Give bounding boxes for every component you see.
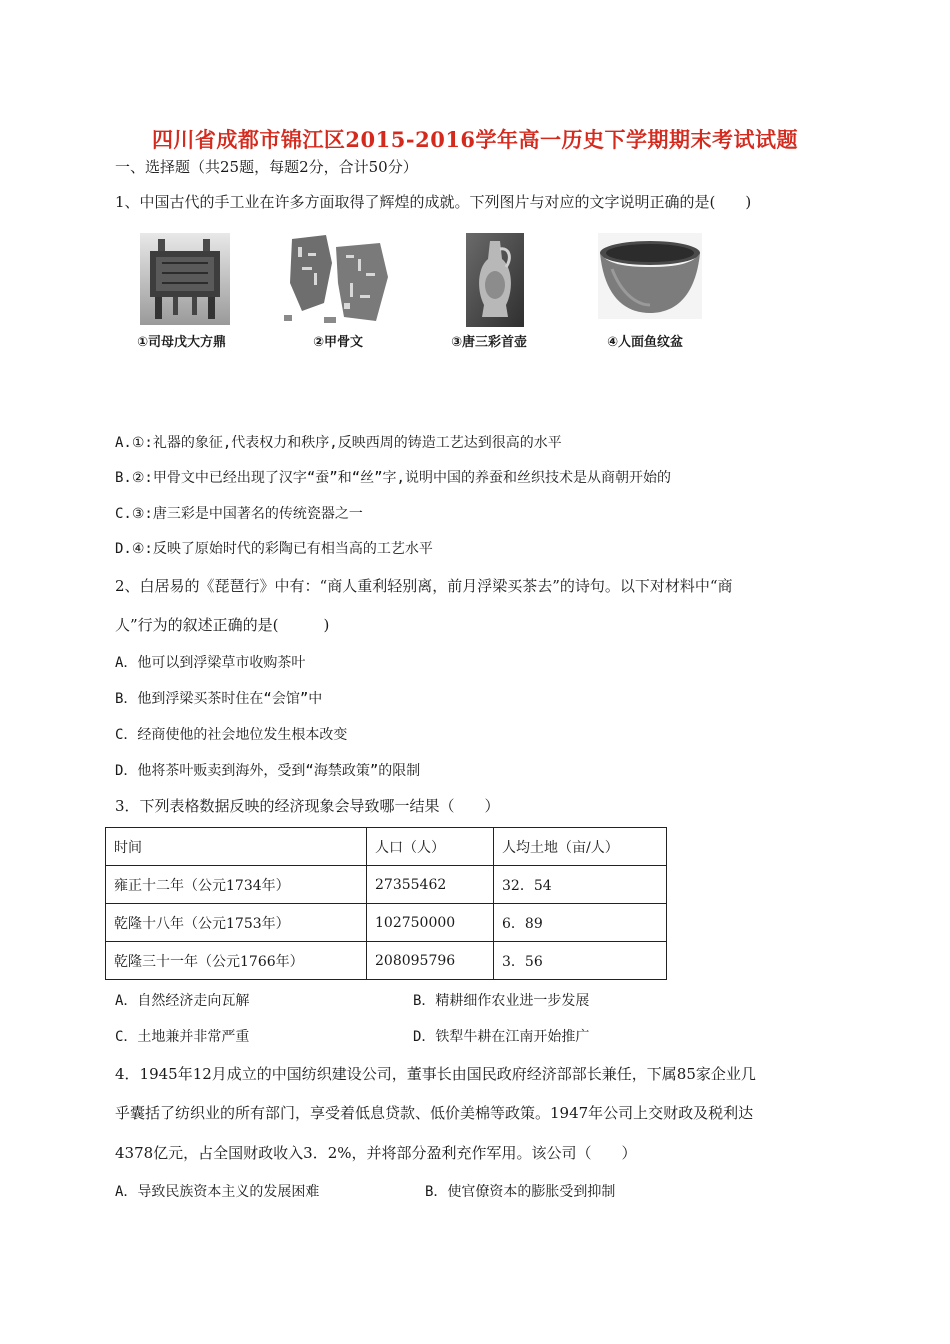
table-cell: 乾隆三十一年（公元1766年） [106, 942, 367, 980]
question-4-line1: 4．1945年12月成立的中国纺织建设公司，董事长由国民政府经济部部长兼任，下属85家企业几 [115, 1065, 756, 1083]
q2-option-c: C．经商使他的社会地位发生根本改变 [115, 727, 348, 743]
population-table [105, 827, 667, 980]
image-caption-3: ③唐三彩首壶 [451, 335, 528, 350]
q3-option-a: A．自然经济走向瓦解 [115, 993, 250, 1009]
table-row [106, 866, 667, 904]
q2-option-d: D．他将茶叶贩卖到海外，受到“海禁政策”的限制 [115, 763, 421, 779]
human-face-fish-basin-image [598, 233, 702, 319]
question-2-stem-line2: 人”行为的叙述正确的是( ) [115, 616, 330, 634]
question-2-stem-line1: 2、白居易的《琵琶行》中有：“商人重利轻别离，前月浮梁买茶去”的诗句。以下对材料中“商 [115, 577, 733, 595]
question-4-line2: 乎囊括了纺织业的所有部门，享受着低息贷款、低价美棉等政策。1947年公司上交财政及税利达 [115, 1104, 754, 1122]
table-cell: 6．89 [494, 904, 667, 942]
table-header-cell: 时间 [106, 828, 367, 866]
q4-option-a: A．导致民族资本主义的发展困难 [115, 1184, 320, 1200]
table-cell: 雍正十二年（公元1734年） [106, 866, 367, 904]
table-header-cell: 人均土地（亩/人） [494, 828, 667, 866]
table-cell: 3．56 [494, 942, 667, 980]
tang-sancai-vase-image [466, 233, 524, 327]
q2-option-a: A．他可以到浮梁草市收购茶叶 [115, 655, 306, 671]
q1-option-b: B.②:甲骨文中已经出现了汉字“蚕”和“丝”字,说明中国的养蚕和丝织技术是从商朝开始的 [115, 470, 671, 486]
question-1-stem: 1、中国古代的手工业在许多方面取得了辉煌的成就。下列图片与对应的文字说明正确的是( ) [115, 193, 752, 211]
q3-option-d: D．铁犁牛耕在江南开始推广 [413, 1029, 590, 1045]
image-caption-4: ④人面鱼纹盆 [607, 335, 684, 350]
q1-option-d: D.④:反映了原始时代的彩陶已有相当高的工艺水平 [115, 541, 433, 557]
image-caption-2: ②甲骨文 [313, 335, 364, 350]
table-cell: 乾隆十八年（公元1753年） [106, 904, 367, 942]
q4-option-b: B．使官僚资本的膨胀受到抑制 [425, 1184, 616, 1200]
q1-option-c: C.③:唐三彩是中国著名的传统瓷器之一 [115, 506, 363, 522]
image-caption-1: ①司母戊大方鼎 [137, 335, 227, 350]
q2-option-b: B．他到浮梁买茶时住在“会馆”中 [115, 691, 323, 707]
table-cell: 102750000 [367, 904, 494, 942]
page-title: 四川省成都市锦江区2015-2016学年高一历史下学期期末考试试题 [151, 127, 799, 152]
q1-option-a: A.①:礼器的象征,代表权力和秩序,反映西周的铸造工艺达到很高的水平 [115, 435, 562, 451]
section-heading: 一、选择题（共25题，每题2分，合计50分） [115, 158, 418, 176]
table-header-row [106, 828, 667, 866]
table-cell: 208095796 [367, 942, 494, 980]
table-row [106, 942, 667, 980]
table-cell: 32．54 [494, 866, 667, 904]
table-row [106, 904, 667, 942]
question-4-line3: 4378亿元，占全国财政收入3．2%，并将部分盈利充作军用。该公司（ ） [115, 1144, 637, 1162]
table-header-cell: 人口（人） [367, 828, 494, 866]
q3-option-b: B．精耕细作农业进一步发展 [413, 993, 590, 1009]
ding-vessel-image [140, 233, 230, 325]
question-3-stem: 3．下列表格数据反映的经济现象会导致哪一结果（ ） [115, 797, 500, 815]
table-cell: 27355462 [367, 866, 494, 904]
q3-option-c: C．土地兼并非常严重 [115, 1029, 250, 1045]
oracle-bone-image [284, 233, 394, 329]
